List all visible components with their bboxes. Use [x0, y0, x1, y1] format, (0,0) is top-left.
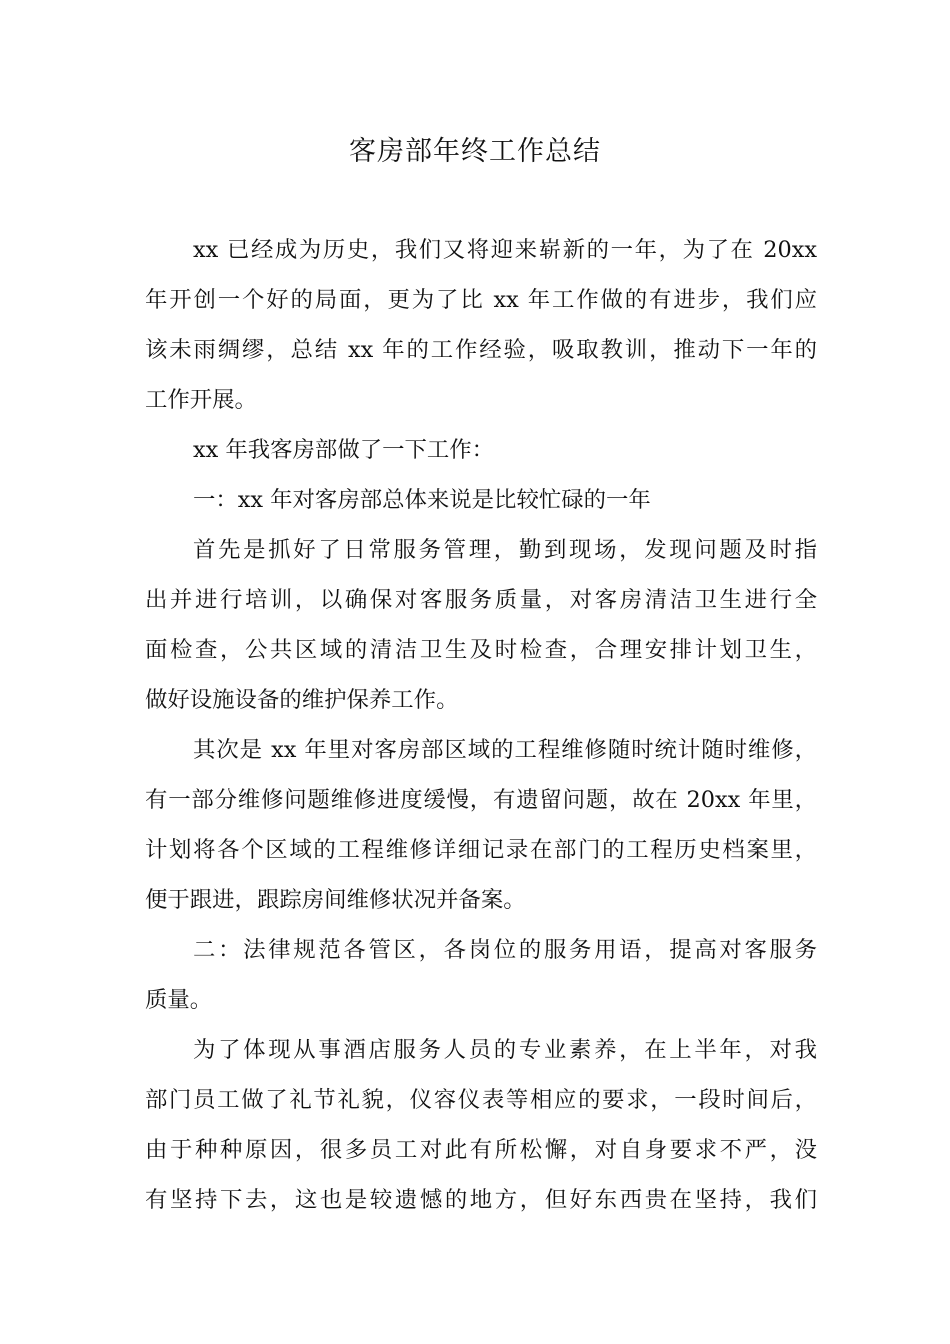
paragraph-line: 年开创一个好的局面，更为了比 xx 年工作做的有进步，我们应 — [145, 287, 817, 313]
paragraph-work-summary — [145, 425, 817, 475]
paragraph-line: xx 年我客房部做了一下工作： — [193, 437, 495, 463]
paragraph-intro — [145, 225, 817, 425]
paragraph-line: 有坚持下去，这也是较遗憾的地方，但好东西贵在坚持，我们 — [145, 1187, 817, 1213]
paragraph-line: 出并进行培训，以确保对客服务质量，对客房清洁卫生进行全 — [145, 587, 817, 613]
paragraph-line: 其次是 xx 年里对客房部区域的工程维修随时统计随时维修， — [193, 737, 817, 763]
paragraph-line: 质量。 — [145, 987, 213, 1013]
paragraph-line: xx 已经成为历史，我们又将迎来崭新的一年，为了在 20xx — [193, 237, 817, 263]
paragraph-line: 部门员工做了礼节礼貌，仪容仪表等相应的要求，一段时间后， — [145, 1087, 817, 1113]
paragraph-line: 该未雨绸缪，总结 xx 年的工作经验，吸取教训，推动下一年的 — [145, 337, 817, 363]
paragraph-line: 计划将各个区域的工程维修详细记录在部门的工程历史档案里， — [145, 837, 817, 863]
paragraph-professionalism — [145, 1025, 817, 1225]
paragraph-maintenance — [145, 725, 817, 925]
paragraph-line: 一：xx 年对客房部总体来说是比较忙碌的一年 — [193, 487, 651, 513]
paragraph-line: 便于跟进，跟踪房间维修状况并备案。 — [145, 887, 526, 913]
paragraph-line: 有一部分维修问题维修进度缓慢，有遗留问题，故在 20xx 年里， — [145, 787, 817, 813]
paragraph-line: 工作开展。 — [145, 387, 257, 413]
paragraph-line: 为了体现从事酒店服务人员的专业素养，在上半年，对我 — [193, 1037, 817, 1063]
paragraph-line: 面检查，公共区域的清洁卫生及时检查，合理安排计划卫生， — [145, 637, 817, 663]
paragraph-line: 做好设施设备的维护保养工作。 — [145, 687, 459, 713]
section-heading-one — [145, 475, 817, 525]
paragraph-line: 由于种种原因，很多员工对此有所松懈，对自身要求不严，没 — [145, 1137, 817, 1163]
document-body — [145, 225, 817, 1225]
paragraph-line: 二：法律规范各管区，各岗位的服务用语，提高对客服务 — [193, 937, 817, 963]
paragraph-line: 首先是抓好了日常服务管理，勤到现场，发现问题及时指 — [193, 537, 817, 563]
section-heading-two — [145, 925, 817, 1025]
paragraph-daily-management — [145, 525, 817, 725]
document-title: 客房部年终工作总结 — [349, 136, 601, 167]
